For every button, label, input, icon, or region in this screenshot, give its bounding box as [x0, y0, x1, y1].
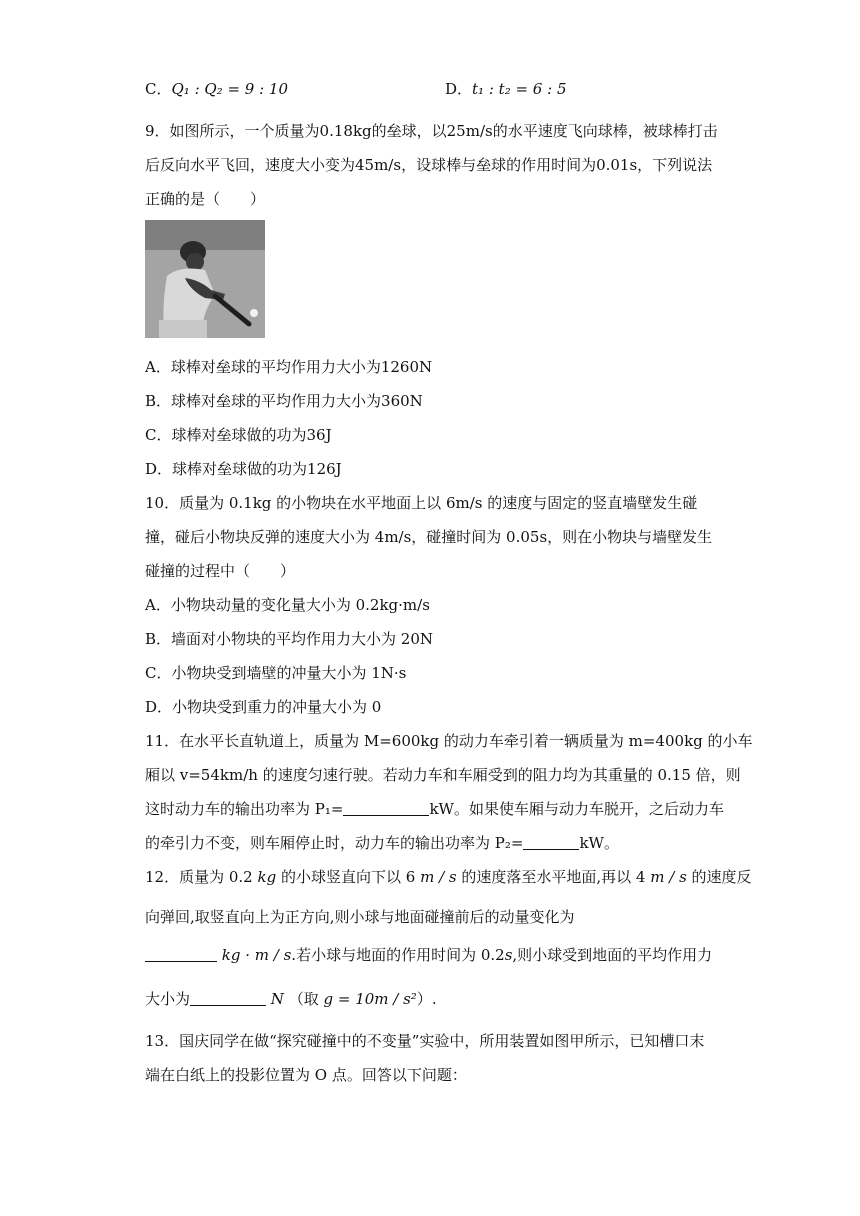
- q11-blank-p1[interactable]: [343, 799, 429, 816]
- q12-line-3: kg · m / s.若小球与地面的作用时间为 0.2s,则小球受到地面的平均作用力: [145, 944, 712, 966]
- prev-option-d: D．t₁ : t₂ = 6 : 5: [445, 80, 567, 98]
- q11-line-4: 的牵引力不变，则车厢停止时，动力车的输出功率为 P₂= kW。: [145, 834, 619, 852]
- q13-line-1: 13．国庆同学在做“探究碰撞中的不变量”实验中，所用装置如图甲所示，已知槽口末: [145, 1032, 705, 1050]
- q9-option-a: A．球棒对垒球的平均作用力大小为1260N: [145, 358, 433, 376]
- q12-line-4: 大小为 N （取 g = 10m / s²）.: [145, 990, 437, 1008]
- q11-blank-p2[interactable]: [523, 833, 579, 850]
- q12-line-1: 12．质量为 0.2 kg 的小球竖直向下以 6 m / s 的速度落至水平地面,再以 4 m / s 的速度反: [145, 868, 752, 886]
- q11-line-3: 这时动力车的输出功率为 P₁= kW。如果使车厢与动力车脱开，之后动力车: [145, 800, 724, 818]
- q9-option-d: D．球棒对垒球做的功为126J: [145, 460, 342, 478]
- q10-option-c: C．小物块受到墙壁的冲量大小为 1N·s: [145, 664, 407, 682]
- q11-line-1: 11．在水平长直轨道上，质量为 M=600kg 的动力车牵引着一辆质量为 m=400kg 的小车: [145, 732, 753, 750]
- q12-line-2: 向弹回,取竖直向上为正方向,则小球与地面碰撞前后的动量变化为: [145, 908, 575, 926]
- q11-line-2: 厢以 v=54km/h 的速度匀速行驶。若动力车和车厢受到的阻力均为其重量的 0.15 倍，则: [145, 766, 741, 784]
- option-c-formula: Q₁ : Q₂ = 9 : 10: [171, 80, 289, 98]
- q10-option-a: A．小物块动量的变化量大小为 0.2kg·m/s: [145, 596, 430, 614]
- q9-option-c: C．球棒对垒球做的功为36J: [145, 426, 332, 444]
- q9-stem: 9．如图所示，一个质量为0.18kg的垒球，以25m/s的水平速度飞向球棒，被球棒打击后反向水平飞回，速度大小变为45m/s，设球棒与垒球的作用时间为0.01s，下列说法正确的是（ ）: [145, 122, 718, 208]
- prev-option-c: C．Q₁ : Q₂ = 9 : 10: [145, 80, 289, 98]
- q12-blank-force[interactable]: [190, 989, 266, 1006]
- baseball-batter-photo: [145, 220, 265, 338]
- q10-option-b: B．墙面对小物块的平均作用力大小为 20N: [145, 630, 434, 648]
- q10-option-d: D．小物块受到重力的冲量大小为 0: [145, 698, 382, 716]
- option-d-formula: t₁ : t₂ = 6 : 5: [472, 80, 567, 98]
- q13-line-2: 端在白纸上的投影位置为 O 点。回答以下问题：: [145, 1066, 467, 1084]
- q9-option-b: B．球棒对垒球的平均作用力大小为360N: [145, 392, 423, 410]
- q10-stem: 10．质量为 0.1kg 的小物块在水平地面上以 6m/s 的速度与固定的竖直墙壁发生碰撞，碰后小物块反弹的速度大小为 4m/s，碰撞时间为 0.05s，则在小物块与墙壁发生碰撞的过程中（ ）: [145, 494, 713, 580]
- q12-blank-momentum[interactable]: [145, 945, 217, 962]
